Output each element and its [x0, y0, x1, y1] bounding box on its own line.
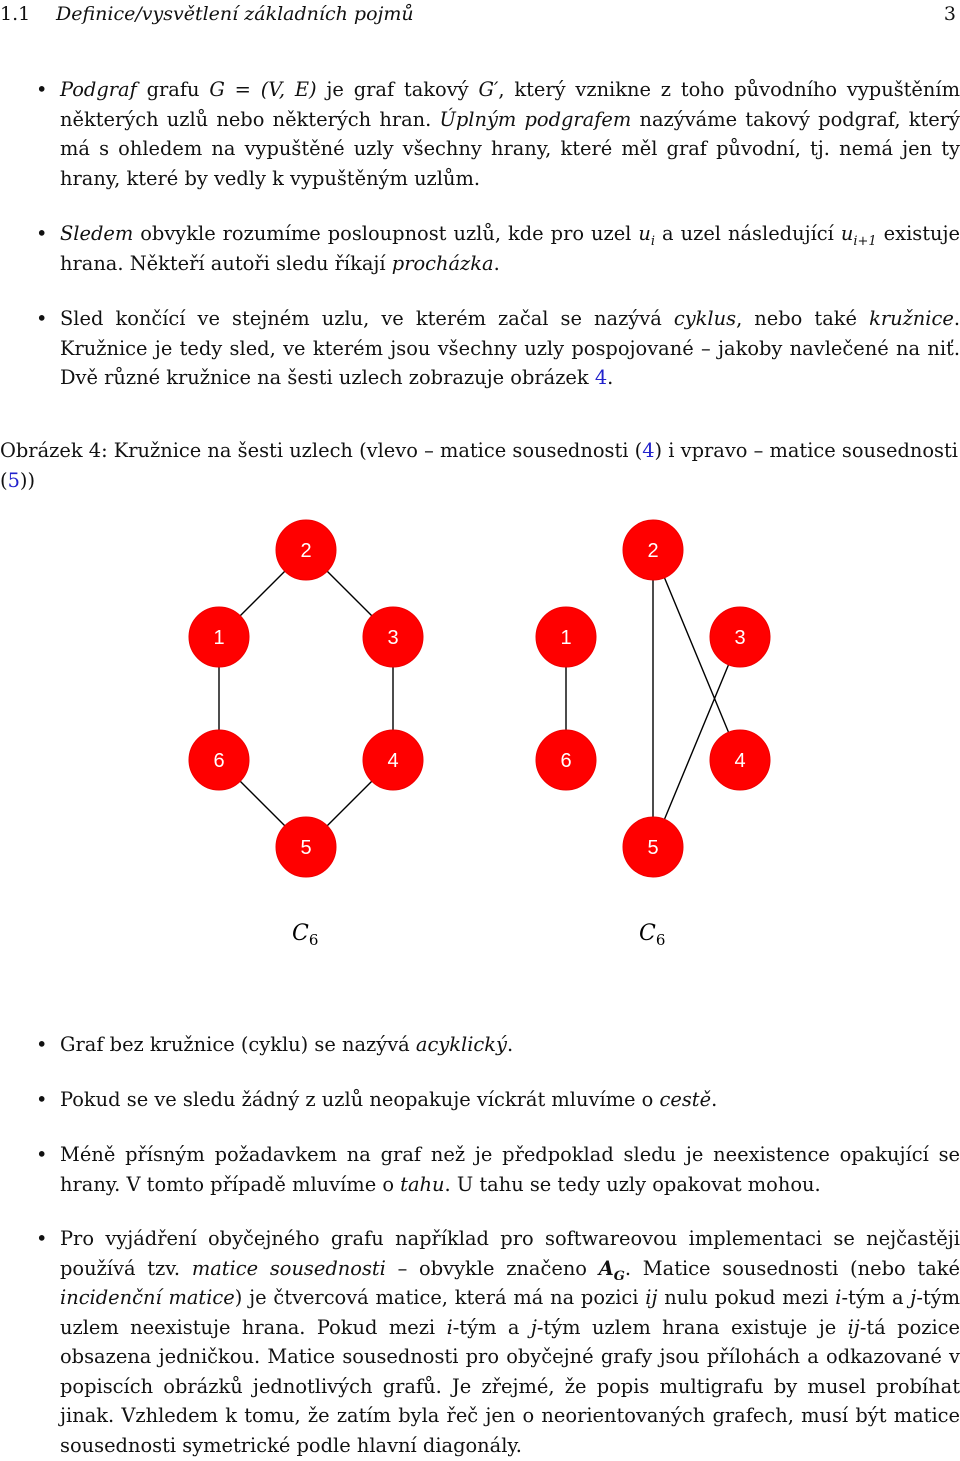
text-run: -tým a	[452, 1315, 531, 1339]
text-run: Podgraf	[60, 78, 137, 101]
text-run: Sled končící ve stejném uzlu, ve kterém začal se nazývá	[60, 307, 674, 330]
text-run: Sledem	[60, 222, 134, 245]
text-run: ij	[645, 1286, 658, 1309]
figure-graphs	[0, 500, 960, 960]
text-run: .	[493, 251, 500, 275]
figure-caption	[0, 436, 958, 495]
text-run: i	[835, 1286, 842, 1309]
node-label: 2	[300, 540, 312, 562]
text-run: Graf bez kružnice (cyklu) se nazývá	[60, 1033, 416, 1056]
graph-node-1	[536, 607, 596, 667]
list-item-podgraf	[36, 75, 960, 193]
text-run: tahu	[400, 1172, 445, 1196]
text-run: , který vznikne z toho původního vypuštěním některých uzlů nebo některých hran.	[60, 78, 960, 131]
bullet-icon: •	[36, 1088, 48, 1111]
text-run: -tým uzlem neexistuje hrana. Pokud mezi	[60, 1286, 960, 1339]
graph-node-4	[363, 730, 423, 790]
text-run: j	[530, 1315, 537, 1339]
list-item-matice-sousednosti	[36, 1224, 960, 1460]
text-run: matice sousednosti	[191, 1256, 386, 1280]
running-header	[0, 2, 958, 30]
paragraph-text	[60, 78, 960, 190]
list-item-acyklicky	[36, 1030, 960, 1060]
graph-edge-4-5	[327, 781, 372, 826]
graph-edge-2-3	[327, 571, 372, 616]
graph-node-6	[536, 730, 596, 790]
text-run: i+1	[853, 233, 877, 249]
text-run: procházka	[391, 251, 494, 275]
text-run: nulu pokud mezi	[657, 1286, 836, 1309]
text-run: . U tahu se tedy uzly opakovat mohou.	[444, 1172, 821, 1196]
graph-node-2	[623, 520, 683, 580]
paragraph-text	[60, 1227, 960, 1457]
text-run: i	[650, 233, 656, 249]
text-run: obvykle rozumíme posloupnost uzlů, kde pro uzel	[133, 222, 639, 245]
graph-node-6	[189, 730, 249, 790]
paragraph-text	[60, 1088, 717, 1111]
bullet-icon: •	[36, 222, 48, 245]
graph-title-letter: C	[639, 921, 656, 946]
text-run: existuje hrana. Někteří autoři sledu říkají	[60, 222, 960, 275]
list-item-kruznice	[36, 304, 960, 393]
node-label: 3	[387, 627, 399, 649]
text-run: A	[598, 1256, 614, 1280]
text-run: ) je čtvercová matice, která má na pozici	[234, 1286, 646, 1309]
node-label: 5	[647, 837, 659, 859]
list-item-cesta	[36, 1085, 960, 1115]
text-run: ) i vpravo – matice sousednosti (	[0, 439, 958, 492]
text-run: cyklus	[673, 307, 737, 330]
graph-node-2	[276, 520, 336, 580]
graph-title-subscript: 6	[655, 931, 666, 949]
text-run: G	[613, 1268, 625, 1284]
text-run: ij	[847, 1315, 860, 1339]
text-run: j	[910, 1286, 917, 1309]
graph-left	[189, 520, 423, 949]
graph-edge-1-2	[240, 571, 285, 616]
text-run: Méně přísným požadavkem na graf než je předpoklad sledu je neexistence opakující se hrany. V tomto případě mluvíme o	[60, 1143, 960, 1196]
node-label: 5	[300, 837, 312, 859]
section-title: Definice/vysvětlení základních pojmů	[56, 3, 414, 25]
text-run: u	[638, 222, 651, 245]
paragraph-text	[60, 1143, 960, 1196]
node-label: 6	[213, 750, 225, 772]
graph-title	[292, 921, 318, 949]
node-label: 4	[387, 750, 399, 772]
text-run: a uzel následující	[655, 222, 841, 245]
node-label: 2	[647, 540, 659, 562]
reference-link[interactable]: 4	[594, 366, 608, 389]
text-run: u	[840, 222, 854, 245]
list-item-sled	[36, 219, 960, 278]
bullet-icon: •	[36, 1143, 48, 1166]
text-run: .	[607, 366, 614, 389]
text-run: .	[711, 1088, 718, 1111]
text-run: Úplným podgrafem	[439, 107, 632, 131]
text-run: – obvykle značeno	[385, 1256, 599, 1280]
text-run: incidenční matice	[60, 1286, 235, 1309]
text-run: grafu	[136, 78, 210, 101]
graph-node-3	[710, 607, 770, 667]
bullet-icon: •	[36, 78, 48, 101]
graph-title-letter: C	[292, 921, 309, 946]
text-run: , nebo také	[736, 307, 870, 330]
node-label: 4	[734, 750, 746, 772]
text-run: Obrázek 4: Kružnice na šesti uzlech (vlevo – matice sousednosti (	[0, 439, 643, 462]
paragraph-text	[60, 1033, 513, 1056]
node-label: 3	[734, 627, 746, 649]
reference-link[interactable]: 5	[7, 468, 20, 492]
bullet-icon: •	[36, 1227, 48, 1250]
text-run: kružnice	[869, 307, 954, 330]
paragraph-text	[60, 307, 960, 389]
caption-text	[0, 439, 958, 492]
paragraph-text	[60, 222, 960, 275]
text-run: -tým uzlem hrana existuje je	[536, 1315, 848, 1339]
text-run: . Kružnice je tedy sled, ve kterém jsou všechny uzly pospojované – jakoby navlečené na niť. Dvě různé kružnice na šesti uzlech zobrazuje obrázek	[60, 307, 960, 389]
graph-node-4	[710, 730, 770, 790]
text-run: G′	[478, 78, 499, 101]
graph-right	[536, 520, 770, 949]
text-run: -tá pozice obsazena jedničkou. Matice sousednosti pro obyčejné grafy jsou přílohách a odkazované v popiscích obrázků jednotlivých grafů. Je zřejmé, že popis multigrafu by musel probíhat jinak. Vzhledem k tomu, že zatím byla řeč jen o neorientovaných grafech, musí být matice sousednosti symetrické podle hlavní diagonály.	[60, 1315, 960, 1457]
text-run: . Matice sousednosti (nebo také	[624, 1256, 960, 1280]
graph-node-5	[276, 817, 336, 877]
bullet-icon: •	[36, 1033, 48, 1056]
text-run: Pro vyjádření obyčejného grafu například pro softwareovou implementaci se nejčastěji používá tzv.	[60, 1227, 960, 1280]
graph-title-subscript: 6	[308, 931, 319, 949]
text-run: acyklický	[415, 1033, 507, 1056]
text-run: i	[446, 1315, 453, 1339]
node-label: 6	[560, 750, 572, 772]
node-label: 1	[560, 627, 572, 649]
text-run: cestě	[659, 1088, 712, 1111]
section-number: 1.1	[0, 3, 31, 25]
text-run: Pokud se ve sledu žádný z uzlů neopakuje víckrát mluvíme o	[60, 1088, 660, 1111]
text-run: G = (V, E)	[209, 78, 317, 101]
node-label: 1	[213, 627, 225, 649]
text-run: -tým a	[841, 1286, 911, 1309]
list-item-tah	[36, 1140, 960, 1199]
graph-title	[639, 921, 665, 949]
text-run: je graf takový	[316, 78, 479, 101]
bullet-icon: •	[36, 307, 48, 330]
page-number: 3	[943, 3, 956, 25]
text-run: nazýváme takový podgraf, který má s ohledem na vypuštěné uzly všechny hrany, které měl graf původní, tj. nemá jen ty hrany, které by vedly k vypuštěným uzlům.	[60, 107, 960, 190]
graph-node-5	[623, 817, 683, 877]
graph-node-3	[363, 607, 423, 667]
text-run: .	[506, 1033, 514, 1056]
graph-edge-5-6	[240, 781, 285, 826]
text-run: ))	[19, 468, 36, 492]
reference-link[interactable]: 4	[642, 439, 655, 462]
graph-node-1	[189, 607, 249, 667]
